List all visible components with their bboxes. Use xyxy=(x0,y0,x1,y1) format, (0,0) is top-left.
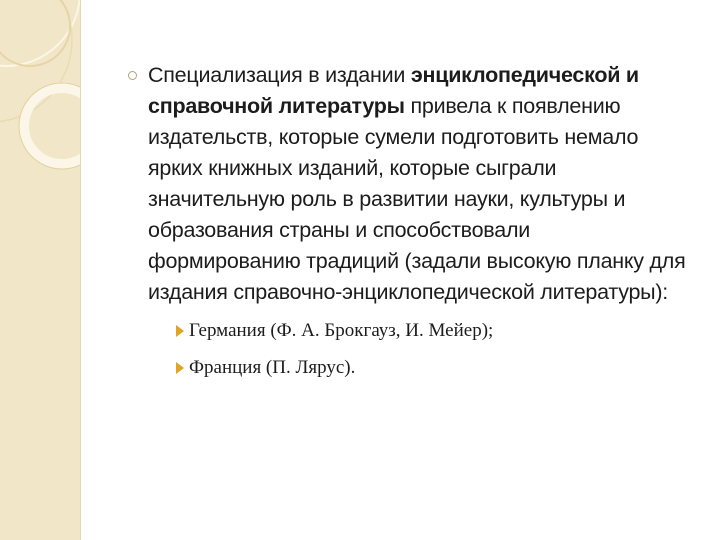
circle-bullet-icon xyxy=(128,71,137,80)
bullet-text-intro: Специализация в издании xyxy=(148,63,411,87)
sub-item-text: Франция (П. Лярус). xyxy=(189,357,356,378)
bullet-text-rest: привела к появлению издательств, которые сумели подготовить немало ярких книжных изданий, которые сыграли значительную роль в развитии науки, культуры и образования страны и способствовали формированию традиций (задали высокую планку для издания справочно-энциклопедической литературы): xyxy=(148,94,686,304)
triangle-bullet-icon xyxy=(176,325,184,337)
sub-list-item xyxy=(176,318,686,344)
sub-item-text: Германия (Ф. А. Брокгауз, И. Мейер); xyxy=(189,320,494,341)
main-bullet xyxy=(126,60,686,308)
decorative-side-band xyxy=(0,0,81,540)
slide-content xyxy=(126,60,686,392)
bullet-text-bold: энциклопедической и справочной литературы xyxy=(148,63,639,118)
sub-list xyxy=(126,318,686,381)
decorative-circles-icon xyxy=(0,0,80,540)
sub-list-item xyxy=(176,355,686,381)
triangle-bullet-icon xyxy=(176,362,184,374)
